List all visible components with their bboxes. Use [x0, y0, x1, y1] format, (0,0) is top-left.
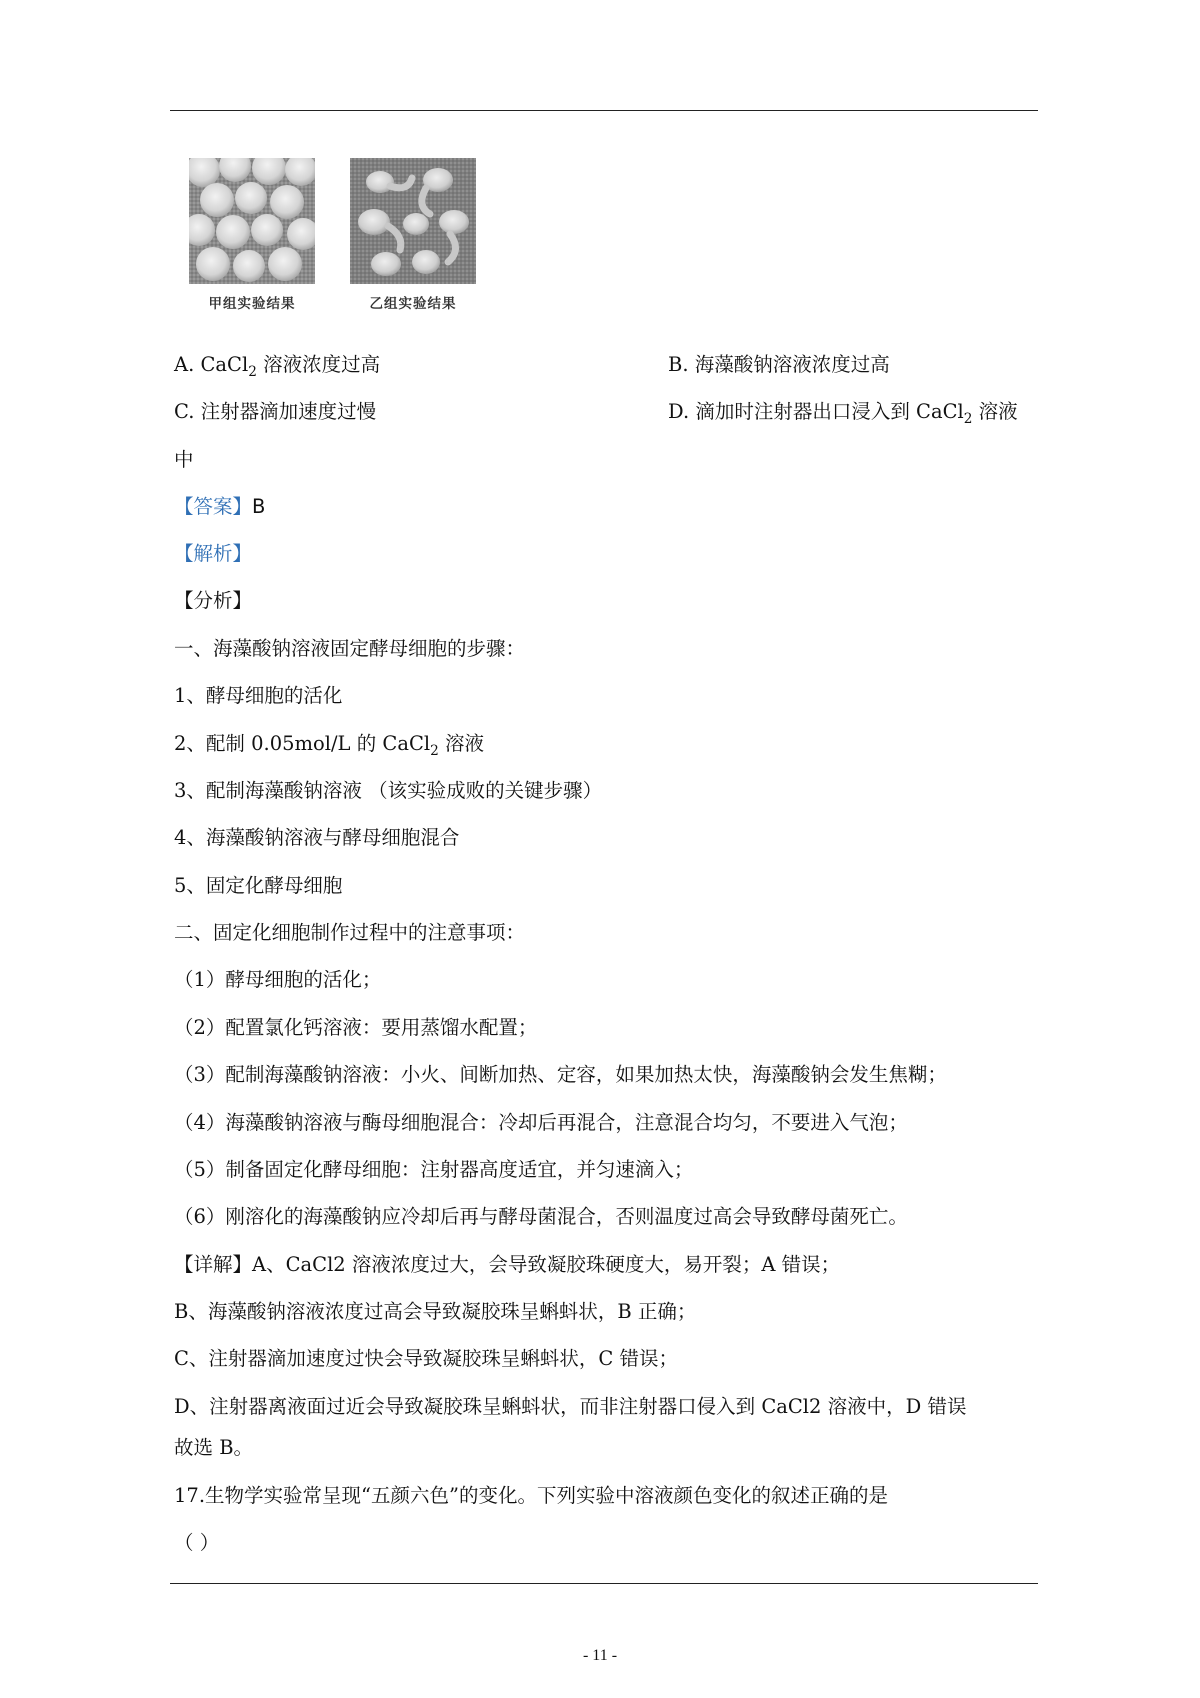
note-item: （1）酵母细胞的活化； [174, 968, 382, 991]
step-4: 4、海藻酸钠溶液与酵母细胞混合 [174, 826, 460, 849]
question-17-stem: 17.生物学实验常呈现“五颜六色”的变化。下列实验中溶液颜色变化的叙述正确的是 [174, 1484, 888, 1507]
analysis-label: 【解析】 [174, 542, 253, 565]
notes-title: 二、固定化细胞制作过程中的注意事项： [174, 921, 526, 944]
note-item: （6）刚溶化的海藻酸钠应冷却后再与酵母菌混合，否则温度过高会导致酵母菌死亡。 [174, 1205, 908, 1228]
detail-d: D、注射器离液面过近会导致凝胶珠呈蝌蚪状，而非注射器口侵入到 CaCl2 溶液中，D 错误 [174, 1395, 967, 1418]
step-5: 5、固定化酵母细胞 [174, 874, 343, 897]
page-number: - 11 - [582, 1647, 618, 1664]
option-d-wrap: 中 [174, 448, 194, 471]
footer-rule [170, 1583, 1038, 1584]
option-d: D. 滴加时注射器出口浸入到 CaCl$_2$ 溶液 [668, 400, 1018, 427]
figure-group-b [350, 158, 476, 312]
note-item: （4）海藻酸钠溶液与酶母细胞混合：冷却后再混合，注意混合均匀，不要进入气泡； [174, 1111, 908, 1134]
figure-group-a [189, 158, 315, 312]
step-2: 2、配制 0.05mol/L 的 CaCl$_2$ 溶液 [174, 732, 484, 759]
option-c: C. 注射器滴加速度过慢 [174, 400, 377, 423]
fenxi-label: 【分析】 [174, 589, 253, 612]
detail-c: C、注射器滴加速度过快会导致凝胶珠呈蝌蚪状，C 错误； [174, 1347, 679, 1370]
step-3: 3、配制海藻酸钠溶液 （该实验成败的关键步骤） [174, 779, 603, 802]
note-item: （3）配制海藻酸钠溶液：小火、间断加热、定容，如果加热太快，海藻酸钠会发生焦糊； [174, 1063, 947, 1086]
detail-label: 【详解】 [174, 1253, 253, 1276]
option-b: B. 海藻酸钠溶液浓度过高 [668, 353, 890, 376]
detail-conclusion: 故选 B。 [174, 1436, 254, 1459]
figure-caption: 乙组实验结果 [369, 296, 457, 312]
figure-caption: 甲组实验结果 [208, 296, 296, 312]
header-rule [170, 110, 1038, 111]
answer-label: 【答案】 [174, 495, 253, 518]
detail-a: 【详解】A、CaCl2 溶液浓度过大，会导致凝胶珠硬度大，易开裂；A 错误； [174, 1253, 841, 1276]
note-item: （5）制备固定化酵母细胞：注射器高度适宜，并匀速滴入； [174, 1158, 694, 1181]
step-1: 1、酵母细胞的活化 [174, 684, 343, 707]
question-17-blank: （ ） [174, 1531, 220, 1554]
detail-b: B、海藻酸钠溶液浓度过高会导致凝胶珠呈蝌蚪状，B 正确； [174, 1300, 697, 1323]
answer-value: B [252, 495, 266, 518]
answer-line [174, 491, 265, 519]
beads-tadpole-image [350, 158, 476, 284]
option-a: A. CaCl$_2$ 溶液浓度过高 [174, 353, 381, 380]
beads-round-image [189, 158, 315, 284]
steps-title: 一、海藻酸钠溶液固定酵母细胞的步骤： [174, 637, 526, 660]
note-item: （2）配置氯化钙溶液：要用蒸馏水配置； [174, 1016, 538, 1039]
